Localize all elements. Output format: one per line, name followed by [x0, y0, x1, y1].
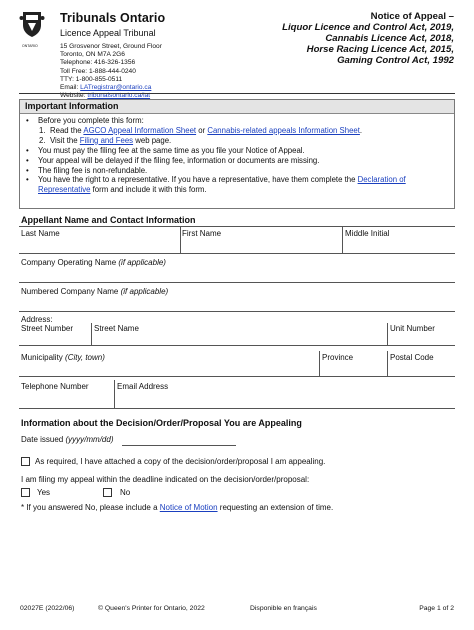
address-line: Toll Free: 1-888-444-0240: [60, 67, 136, 75]
list-item: [20, 126, 454, 136]
municipality-field[interactable]: [21, 363, 317, 375]
field-underline: [19, 282, 455, 283]
form-title-block: [282, 11, 454, 66]
logo-caption: ONTARIO: [22, 44, 38, 48]
act-name: Horse Racing Licence Act, 2015,: [306, 44, 454, 55]
decision-section-title: Information about the Decision/Order/Proposal You are Appealing: [21, 418, 302, 428]
deadline-no-checkbox[interactable]: [103, 488, 112, 497]
list-item-text: You must pay the filing fee at the same time as you file your Notice of Appeal.: [38, 145, 305, 155]
date-format-hint: (yyyy/mm/dd): [65, 435, 114, 444]
list-item-text: Visit the: [50, 135, 80, 145]
field-underline: [19, 376, 455, 377]
address-line: 15 Grosvenor Street, Ground Floor: [60, 43, 162, 50]
page-number: Page 1 of 2: [419, 605, 454, 612]
municipality-label-text: Municipality: [21, 353, 63, 362]
extension-note-text: * If you answered No, please include a: [21, 503, 160, 512]
street-name-label: Street Name: [94, 324, 139, 333]
deadline-yes-label: Yes: [37, 488, 51, 497]
field-divider: [387, 323, 388, 345]
telephone-field[interactable]: [21, 393, 112, 407]
date-issued-label-text: Date issued: [21, 435, 64, 444]
attached-copy-checkbox[interactable]: [21, 457, 30, 466]
declaration-of-representative-link[interactable]: Declaration of Representative: [38, 175, 406, 195]
list-item: [20, 136, 454, 146]
unit-number-field[interactable]: [389, 334, 453, 345]
appellant-section-title: Appellant Name and Contact Information: [21, 215, 196, 225]
date-issued-field[interactable]: [122, 434, 236, 446]
filing-fees-link[interactable]: Filing and Fees: [79, 135, 134, 145]
ontario-coat-of-arms-logo: [19, 9, 45, 43]
telephone-label: Telephone Number: [21, 382, 89, 391]
municipality-note: (City, town): [65, 353, 105, 362]
email-address-field[interactable]: [116, 393, 453, 407]
contact-address: [60, 43, 162, 100]
address-line: Toronto, ON M7A 2G6: [60, 51, 125, 59]
address-line: Telephone: 416-326-1356: [60, 59, 136, 67]
deadline-question: I am filing my appeal within the deadline indicated on the decision/order/proposal:: [21, 475, 310, 484]
field-underline: [19, 345, 455, 346]
list-item: • Before you complete this form:: [26, 116, 144, 125]
french-availability: Disponible en français: [250, 605, 317, 612]
extension-note-text: requesting an extension of time.: [217, 503, 334, 512]
numbered-company-label-text: Numbered Company Name: [21, 287, 119, 296]
list-item: • You must pay the filing fee at the same time as you file your Notice of Appeal.: [26, 145, 305, 155]
list-item: • The filing fee is non-refundable.: [26, 165, 148, 175]
numbered-company-note: (if applicable): [120, 287, 169, 296]
step-number: 1.: [39, 125, 46, 135]
important-info-title: Important Information: [20, 100, 454, 114]
notice-of-motion-link[interactable]: Notice of Motion: [159, 503, 218, 512]
numbered-company-field[interactable]: [21, 297, 453, 310]
street-name-field[interactable]: [93, 334, 385, 345]
agco-info-sheet-link[interactable]: AGCO Appeal Information Sheet: [83, 125, 197, 135]
list-item-text: Read the: [50, 125, 84, 135]
list-item-text: or: [196, 125, 208, 135]
list-item-text: web page.: [133, 135, 172, 145]
company-name-field[interactable]: [21, 268, 453, 281]
company-name-note: (if applicable): [118, 258, 166, 267]
field-divider: [342, 226, 343, 253]
section-divider: [19, 226, 455, 227]
deadline-yes-checkbox[interactable]: [21, 488, 30, 497]
field-underline: [19, 253, 455, 254]
province-field[interactable]: [321, 363, 385, 375]
step-number: 2.: [39, 135, 46, 145]
email-label: Email:: [60, 84, 79, 92]
act-name: Gaming Control Act, 1992: [337, 55, 454, 66]
field-divider: [91, 323, 92, 345]
address-label: Address:: [21, 315, 53, 324]
attached-copy-label: As required, I have attached a copy of the decision/order/proposal I am appealing.: [35, 457, 326, 466]
form-code: 02027E (2022/06): [20, 605, 75, 612]
postal-code-label: Postal Code: [390, 353, 434, 362]
org-subtitle: Licence Appeal Tribunal: [60, 28, 156, 38]
field-divider: [114, 380, 115, 408]
province-label: Province: [322, 353, 354, 362]
middle-initial-field[interactable]: [344, 239, 454, 252]
email-address-label: Email Address: [117, 382, 169, 391]
extension-note: [21, 503, 333, 512]
list-item-text: The filing fee is non-refundable.: [38, 165, 148, 175]
list-item-text: Before you complete this form:: [38, 116, 144, 125]
first-name-field[interactable]: [182, 239, 340, 252]
deadline-no-label: No: [120, 488, 131, 497]
cannabis-info-sheet-link[interactable]: Cannabis-related appeals Information Sheet: [207, 125, 360, 135]
company-name-label-text: Company Operating Name: [21, 258, 117, 267]
email-link[interactable]: LATregistrar@ontario.ca: [80, 84, 152, 92]
street-number-field[interactable]: [21, 334, 89, 345]
important-info-list: [20, 116, 454, 195]
middle-initial-label: Middle Initial: [345, 229, 390, 238]
address-line: TTY: 1-800-855-0511: [60, 75, 123, 83]
last-name-label: Last Name: [21, 229, 60, 238]
list-item-text: form and include it with this form.: [90, 185, 207, 195]
municipality-label: [21, 353, 105, 362]
copyright: © Queen's Printer for Ontario, 2022: [98, 605, 205, 612]
list-item-text: .: [359, 125, 363, 135]
list-item: • Your appeal will be delayed if the filing fee, information or documents are missing.: [26, 155, 320, 165]
field-underline: [19, 408, 455, 409]
street-number-label: Street Number: [21, 324, 74, 333]
unit-number-label: Unit Number: [390, 324, 435, 333]
last-name-field[interactable]: [21, 239, 178, 252]
form-title: Notice of Appeal –: [370, 11, 454, 22]
act-name: Cannabis Licence Act, 2018,: [325, 33, 454, 44]
postal-code-field[interactable]: [389, 363, 453, 375]
company-name-label: [21, 258, 166, 267]
date-issued-label: [21, 435, 113, 444]
field-divider: [319, 351, 320, 376]
field-divider: [387, 351, 388, 376]
list-item-text: Your appeal will be delayed if the filing fee, information or documents are missing.: [38, 155, 320, 165]
website-label: Website:: [60, 92, 86, 100]
field-divider: [180, 226, 181, 253]
website-link[interactable]: tribunalsontario.ca/lat: [87, 92, 151, 100]
list-item-text: You have the right to a representative. If you have a representative, have them complete the: [38, 175, 358, 185]
act-name: Liquor Licence and Control Act, 2019,: [282, 22, 454, 33]
numbered-company-label: [21, 287, 168, 296]
field-underline: [19, 311, 455, 312]
header-divider: [19, 93, 455, 94]
list-item: • You have the right to a representative. If you have a representative, have them complete the Declaration of Representative form and include it with this form.: [26, 175, 406, 195]
first-name-label: First Name: [182, 229, 222, 238]
org-name: Tribunals Ontario: [60, 11, 166, 25]
important-info-box: [19, 99, 455, 209]
